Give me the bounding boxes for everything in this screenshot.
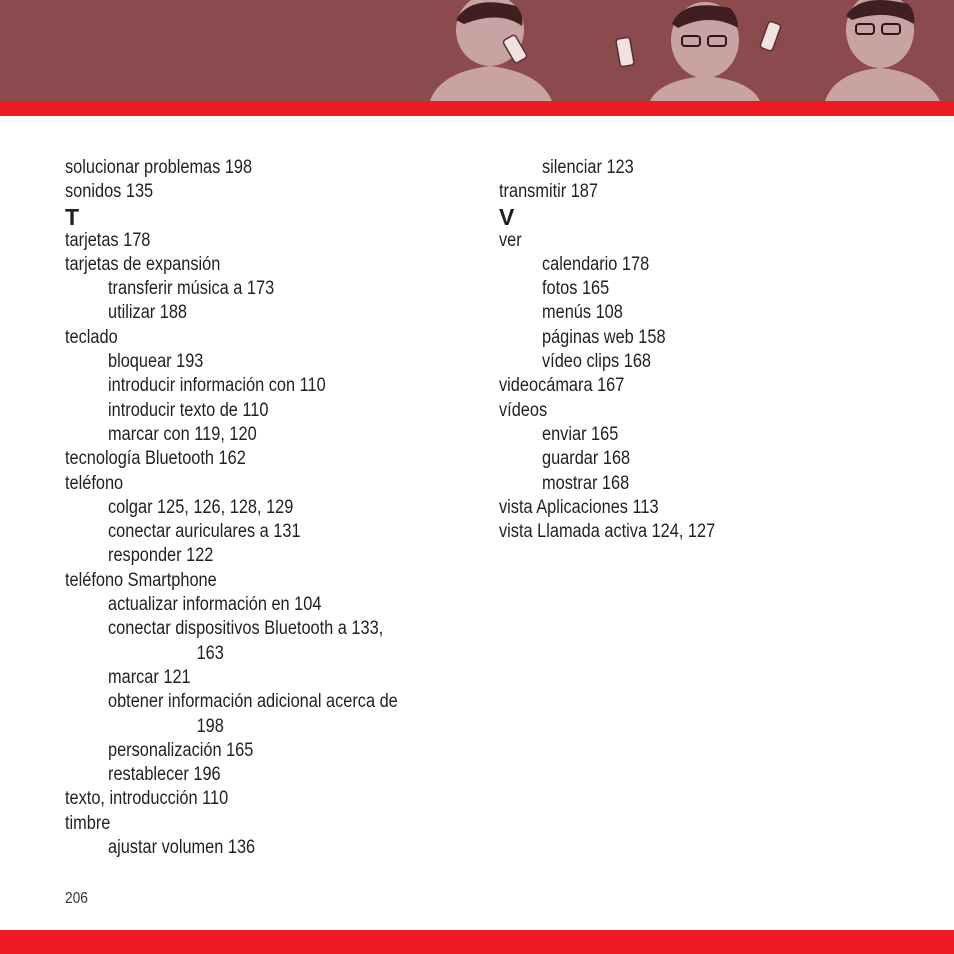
index-letter-heading: T — [65, 203, 80, 230]
index-entry: vista Llamada activa 124, 127 — [499, 521, 716, 543]
index-subentry: actualizar información en 104 — [108, 594, 322, 616]
page-number: 206 — [65, 890, 88, 907]
index-entry: vista Aplicaciones 113 — [499, 496, 659, 518]
index-entry: sonidos 135 — [65, 181, 154, 203]
index-entry: texto, introducción 110 — [65, 788, 229, 810]
index-subentry: marcar 121 — [108, 666, 191, 688]
header-red-stripe — [0, 101, 954, 116]
index-subentry: conectar auriculares a 131 — [108, 521, 301, 543]
index-entry: tarjetas 178 — [65, 229, 151, 251]
index-subentry: páginas web 158 — [542, 326, 666, 348]
index-subentry: guardar 168 — [542, 448, 631, 470]
index-subentry: bloquear 193 — [108, 351, 204, 373]
index-subentry: fotos 165 — [542, 278, 610, 300]
index-subentry: introducir información con 110 — [108, 375, 326, 397]
index-subentry: colgar 125, 126, 128, 129 — [108, 496, 294, 518]
index-continuation: 198 — [196, 715, 224, 737]
index-entry: teléfono Smartphone — [65, 569, 217, 591]
index-entry: tarjetas de expansión — [65, 253, 221, 275]
footer-red-stripe — [0, 930, 954, 954]
index-subentry: transferir música a 173 — [108, 278, 275, 300]
index-subentry: menús 108 — [542, 302, 623, 324]
index-subentry: utilizar 188 — [108, 302, 188, 324]
index-entry: tecnología Bluetooth 162 — [65, 448, 246, 470]
index-subentry: calendario 178 — [542, 253, 650, 275]
index-column-left — [65, 156, 465, 860]
index-subentry: obtener información adicional acerca de — [108, 691, 398, 713]
index-subentry: introducir texto de 110 — [108, 399, 269, 421]
index-subentry: marcar con 119, 120 — [108, 423, 257, 445]
header-banner — [0, 0, 954, 101]
index-subentry: conectar dispositivos Bluetooth a 133, — [108, 618, 384, 640]
index-subentry: ajustar volumen 136 — [108, 837, 256, 859]
index-entry: transmitir 187 — [499, 181, 598, 203]
index-column-right — [499, 156, 899, 544]
index-entry: teclado — [65, 326, 118, 348]
index-subentry: restablecer 196 — [108, 764, 221, 786]
index-subentry: silenciar 123 — [542, 157, 634, 178]
index-letter-heading: V — [499, 203, 515, 230]
index-continuation: 163 — [196, 642, 224, 664]
index-entry: videocámara 167 — [499, 375, 625, 397]
index-entry: vídeos — [499, 399, 548, 421]
index-entry: timbre — [65, 812, 111, 834]
index-subentry: personalización 165 — [108, 739, 254, 761]
index-entry: ver — [499, 229, 522, 251]
index-subentry: responder 122 — [108, 545, 214, 567]
index-subentry: vídeo clips 168 — [542, 351, 652, 373]
index-subentry: mostrar 168 — [542, 472, 630, 494]
index-entry: teléfono — [65, 472, 124, 494]
index-entry: solucionar problemas 198 — [65, 157, 253, 178]
header-photo — [420, 0, 954, 101]
index-subentry: enviar 165 — [542, 423, 619, 445]
